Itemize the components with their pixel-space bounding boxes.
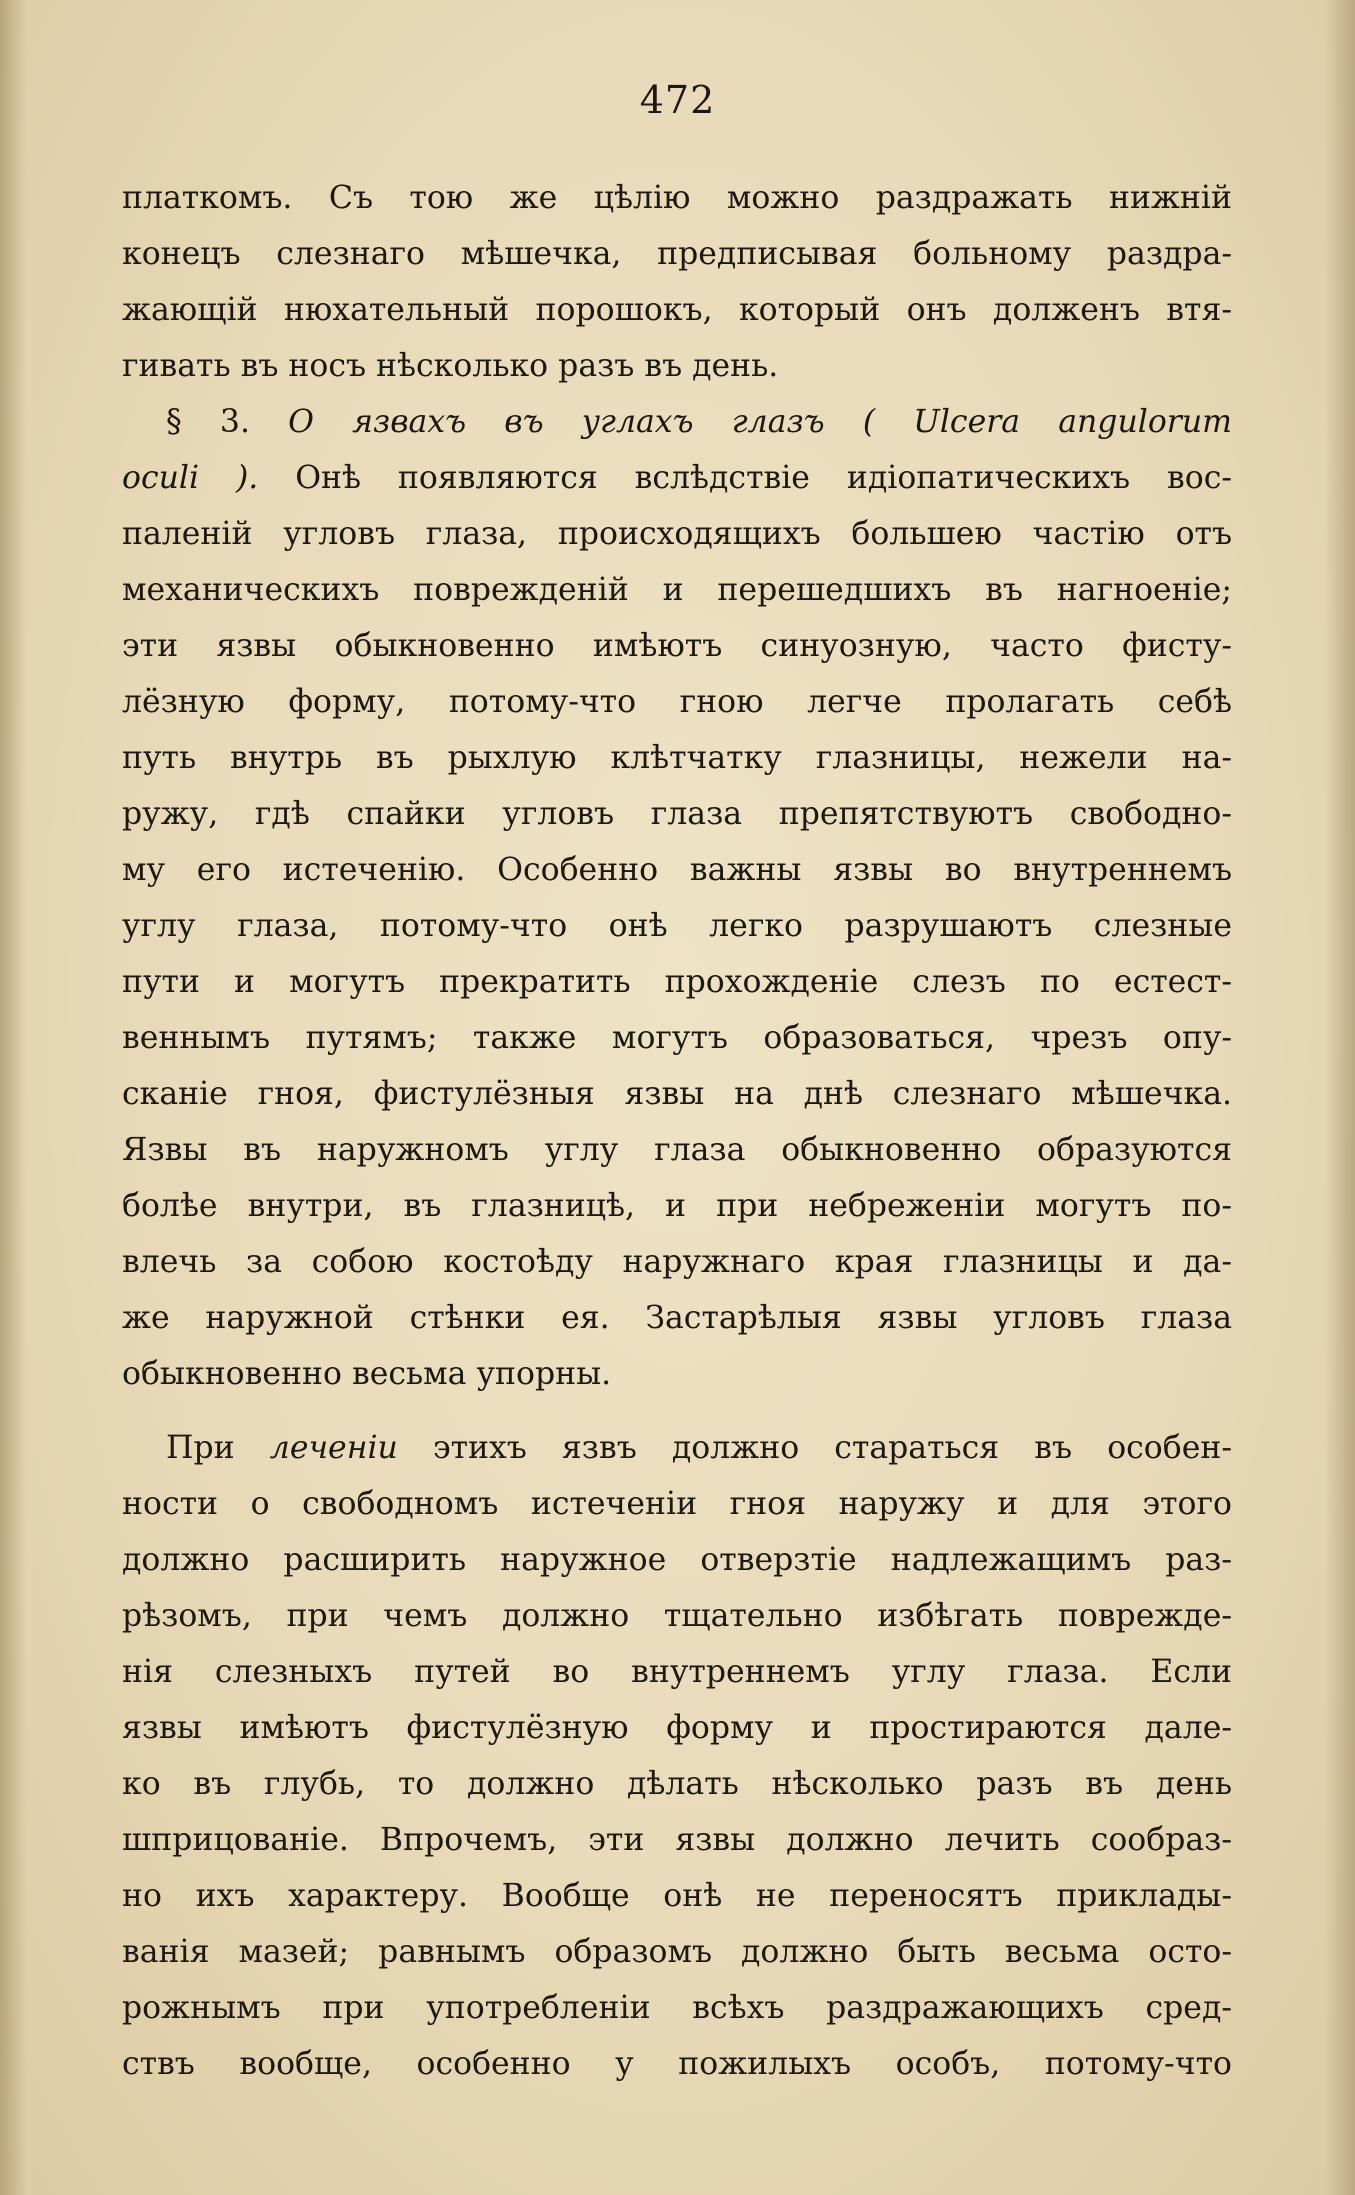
text-line: механическихъ поврежденій и перешедшихъ въ нагноеніе;: [122, 572, 1232, 608]
section-latin-title-end: oculi ).: [122, 460, 259, 496]
paragraph-gap: [122, 1402, 1232, 1420]
text-line: путь внутрь въ рыхлую клѣтчатку глазницы, нежели на-: [122, 740, 1232, 776]
text-line: конецъ слезнаго мѣшечка, предписывая больному раздра-: [122, 236, 1232, 272]
text-line: обыкновенно весьма упорны.: [122, 1356, 612, 1392]
text-line: эти язвы обыкновенно имѣютъ синуозную, часто фисту-: [122, 628, 1232, 664]
text-line: шприцованіе. Впрочемъ, эти язвы должно лечить сообраз-: [122, 1822, 1232, 1858]
text-line: ружу, гдѣ спайки угловъ глаза препятствуютъ свободно-: [122, 796, 1232, 832]
text-line: нія слезныхъ путей во внутреннемъ углу глаза. Если: [122, 1654, 1232, 1690]
text-line: Язвы въ наружномъ углу глаза обыкновенно образуются: [122, 1132, 1232, 1168]
paragraph-lead-word: При: [166, 1430, 235, 1466]
page-number: 472: [639, 78, 716, 122]
body-text: [122, 170, 1232, 2092]
text-line: ко въ глубь, то должно дѣлать нѣсколько разъ въ день: [122, 1766, 1232, 1802]
text-line: лёзную форму, потому-что гною легче пролагать себѣ: [122, 684, 1232, 720]
text-line: паленій угловъ глаза, происходящихъ большею частію отъ: [122, 516, 1232, 552]
text-line: му его истеченію. Особенно важны язвы во внутреннемъ: [122, 852, 1232, 888]
text-line: язвы имѣютъ фистулёзную форму и простираются дале-: [122, 1710, 1232, 1746]
text-line: жающій нюхательный порошокъ, который онъ долженъ втя-: [122, 292, 1232, 328]
text-line: пути и могутъ прекратить прохожденіе слезъ по естест-: [122, 964, 1232, 1000]
section-heading-line: [122, 394, 1232, 450]
text-line: ствъ вообще, особенно у пожилыхъ особъ, потому-что: [122, 2046, 1232, 2082]
text-line: углу глаза, потому-что онѣ легко разрушаютъ слезные: [122, 908, 1232, 944]
text-line: но ихъ характеру. Вообще онѣ не переносятъ приклады-: [122, 1878, 1232, 1914]
text-line: веннымъ путямъ; также могутъ образоваться, чрезъ опу-: [122, 1020, 1232, 1056]
section-latin-title: ( Ulcera angulorum: [862, 404, 1232, 440]
section-heading-line: [122, 450, 1232, 506]
text-line: должно расширить наружное отверзтіе надлежащимъ раз-: [122, 1542, 1232, 1578]
text-line: ванія мазей; равнымъ образомъ должно быть весьма осто-: [122, 1934, 1232, 1970]
text-line: болѣе внутри, въ глазницѣ, и при небреженіи могутъ по-: [122, 1188, 1232, 1224]
page-edge-shadow-right: [1325, 0, 1355, 2195]
paragraph-lead-rest: этихъ язвъ должно стараться въ особен-: [432, 1430, 1232, 1466]
text-line: сканіе гноя, фистулёзныя язвы на днѣ слезнаго мѣшечка.: [122, 1076, 1232, 1112]
section-number: § 3.: [166, 404, 250, 440]
section-title: О язвахъ въ углахъ глазъ: [288, 404, 825, 440]
page-edge-shadow-left: [0, 0, 26, 2195]
text-line: гивать въ носъ нѣсколько разъ въ день.: [122, 348, 779, 384]
paragraph-lead-line: [122, 1420, 1232, 1476]
text-line: же наружной стѣнки ея. Застарѣлыя язвы угловъ глаза: [122, 1300, 1232, 1336]
text-line: платкомъ. Съ тою же цѣлію можно раздражать нижній: [122, 180, 1232, 216]
text-line: рѣзомъ, при чемъ должно тщательно избѣгать поврежде-: [122, 1598, 1232, 1634]
text-line: рожнымъ при употребленіи всѣхъ раздражающихъ сред-: [122, 1990, 1232, 2026]
text-line: ности о свободномъ истеченіи гноя наружу и для этого: [122, 1486, 1232, 1522]
section-lead-text: Онѣ появляются вслѣдствіе идіопатическихъ вос-: [295, 460, 1232, 496]
paragraph-lead-italic: леченіи: [269, 1430, 398, 1466]
text-line: влечь за собою костоѣду наружнаго края глазницы и да-: [122, 1244, 1232, 1280]
